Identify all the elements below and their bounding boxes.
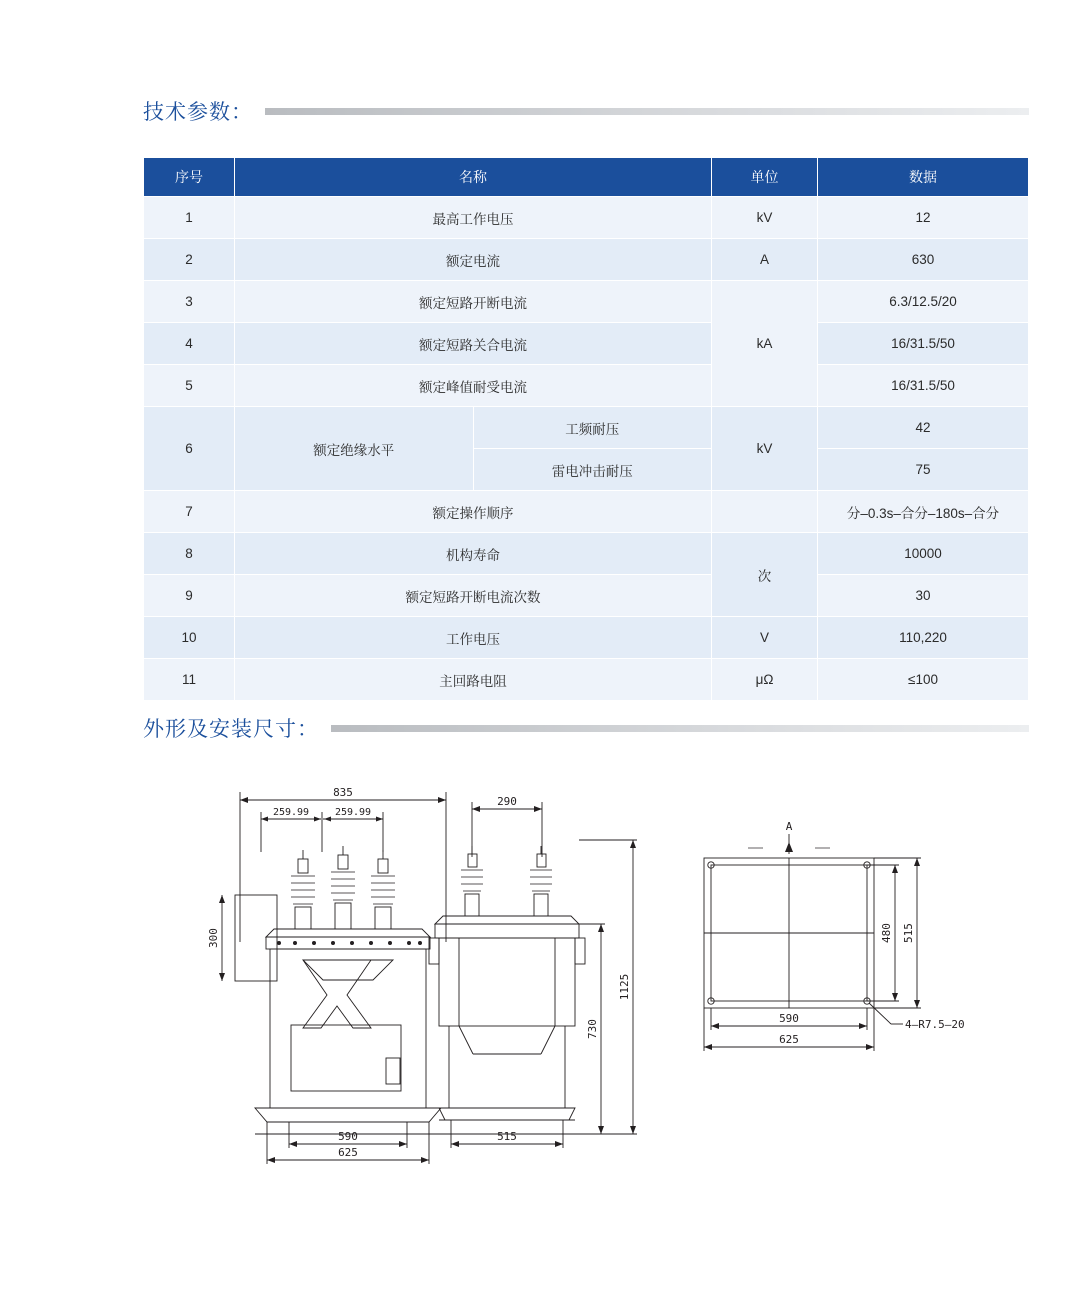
table-header-unit: 单位: [712, 158, 818, 197]
cell-unit: kV: [712, 197, 818, 239]
front-view: [219, 792, 446, 1164]
table-row: [144, 197, 1029, 239]
cell-no: 6: [144, 407, 235, 491]
cell-data: 6.3/12.5/20: [818, 281, 1029, 323]
table-row: [144, 239, 1029, 281]
table-row: [144, 365, 1029, 407]
cell-name: 最高工作电压: [235, 197, 712, 239]
heading-rule: [331, 725, 1029, 732]
cell-name: 机构寿命: [235, 533, 712, 575]
table-row: [144, 281, 1029, 323]
table-header-row: [144, 158, 1029, 197]
cell-data: 30: [818, 575, 1029, 617]
cell-name: 工作电压: [235, 617, 712, 659]
section-heading-dimensions: [143, 713, 1029, 743]
outline-and-installation-drawing: [143, 762, 1029, 1182]
dim-front-base-inner: 590: [338, 1130, 358, 1143]
dim-plan-width-outer: 625: [779, 1033, 799, 1046]
dim-side-base-width: 515: [497, 1130, 517, 1143]
cell-data: 16/31.5/50: [818, 365, 1029, 407]
table-row: [144, 617, 1029, 659]
cell-data: 110,220: [818, 617, 1029, 659]
cell-no: 9: [144, 575, 235, 617]
cell-data: 16/31.5/50: [818, 323, 1029, 365]
cell-data: 10000: [818, 533, 1029, 575]
plan-marker-a: A: [785, 820, 793, 833]
dim-front-box-height: 300: [207, 928, 220, 948]
table-header-no: 序号: [144, 158, 235, 197]
cell-name: 额定操作顺序: [235, 491, 712, 533]
dim-plan-hole-note: 4–R7.5–20: [905, 1018, 965, 1031]
table-row: [144, 491, 1029, 533]
dim-front-pole-left: 259.99: [272, 807, 310, 818]
cell-data: 分–0.3s–合分–180s–合分: [818, 491, 1029, 533]
cell-data: 12: [818, 197, 1029, 239]
technical-parameters-table: [143, 157, 1029, 701]
cell-name-group: 额定绝缘水平: [235, 407, 474, 491]
table-row: [144, 533, 1029, 575]
section-title-dimensions: 外形及安装尺寸：: [143, 718, 319, 741]
section-heading-parameters: [143, 96, 1029, 126]
cell-data: ≤100: [818, 659, 1029, 701]
table-row: [144, 323, 1029, 365]
dim-plan-height-outer: 515: [902, 923, 915, 943]
section-title-parameters: 技术参数：: [143, 101, 253, 124]
dim-front-base-outer: 625: [338, 1146, 358, 1159]
cell-no: 8: [144, 533, 235, 575]
cell-no: 3: [144, 281, 235, 323]
dim-side-total-height: 1125: [618, 973, 631, 1001]
dim-plan-width-inner: 590: [779, 1012, 799, 1025]
dim-plan-height-inner: 480: [880, 923, 893, 943]
table-row: [144, 575, 1029, 617]
dim-side-lower-height: 730: [586, 1019, 599, 1039]
cell-subname: 工频耐压: [473, 407, 712, 449]
cell-unit-ka: kA: [712, 281, 818, 407]
cell-no: 11: [144, 659, 235, 701]
cell-no: 7: [144, 491, 235, 533]
cell-name: 额定短路开断电流: [235, 281, 712, 323]
cell-unit: A: [712, 239, 818, 281]
cell-unit: V: [712, 617, 818, 659]
cell-name: 额定短路开断电流次数: [235, 575, 712, 617]
cell-unit-times: 次: [712, 533, 818, 617]
cell-subname: 雷电冲击耐压: [473, 449, 712, 491]
cell-no: 5: [144, 365, 235, 407]
cell-name: 主回路电阻: [235, 659, 712, 701]
heading-rule: [265, 108, 1029, 115]
drawing-svg: [143, 762, 1029, 1182]
dim-side-top-width: 290: [497, 795, 517, 808]
cell-no: 2: [144, 239, 235, 281]
table-row: [144, 407, 1029, 449]
table-header-name: 名称: [235, 158, 712, 197]
cell-data: 42: [818, 407, 1029, 449]
table-header-data: 数据: [818, 158, 1029, 197]
cell-data: 75: [818, 449, 1029, 491]
dimension-labels: [207, 786, 965, 1159]
cell-no: 1: [144, 197, 235, 239]
cell-data: 630: [818, 239, 1029, 281]
cell-unit: [712, 491, 818, 533]
cell-no: 10: [144, 617, 235, 659]
cell-unit-kv: kV: [712, 407, 818, 491]
cell-name: 额定峰值耐受电流: [235, 365, 712, 407]
table-row: [144, 659, 1029, 701]
cell-no: 4: [144, 323, 235, 365]
cell-unit: μΩ: [712, 659, 818, 701]
cell-name: 额定短路关合电流: [235, 323, 712, 365]
dim-front-top-width: 835: [333, 786, 353, 799]
cell-name: 额定电流: [235, 239, 712, 281]
dim-front-pole-right: 259.99: [334, 807, 372, 818]
side-view: [429, 802, 637, 1148]
